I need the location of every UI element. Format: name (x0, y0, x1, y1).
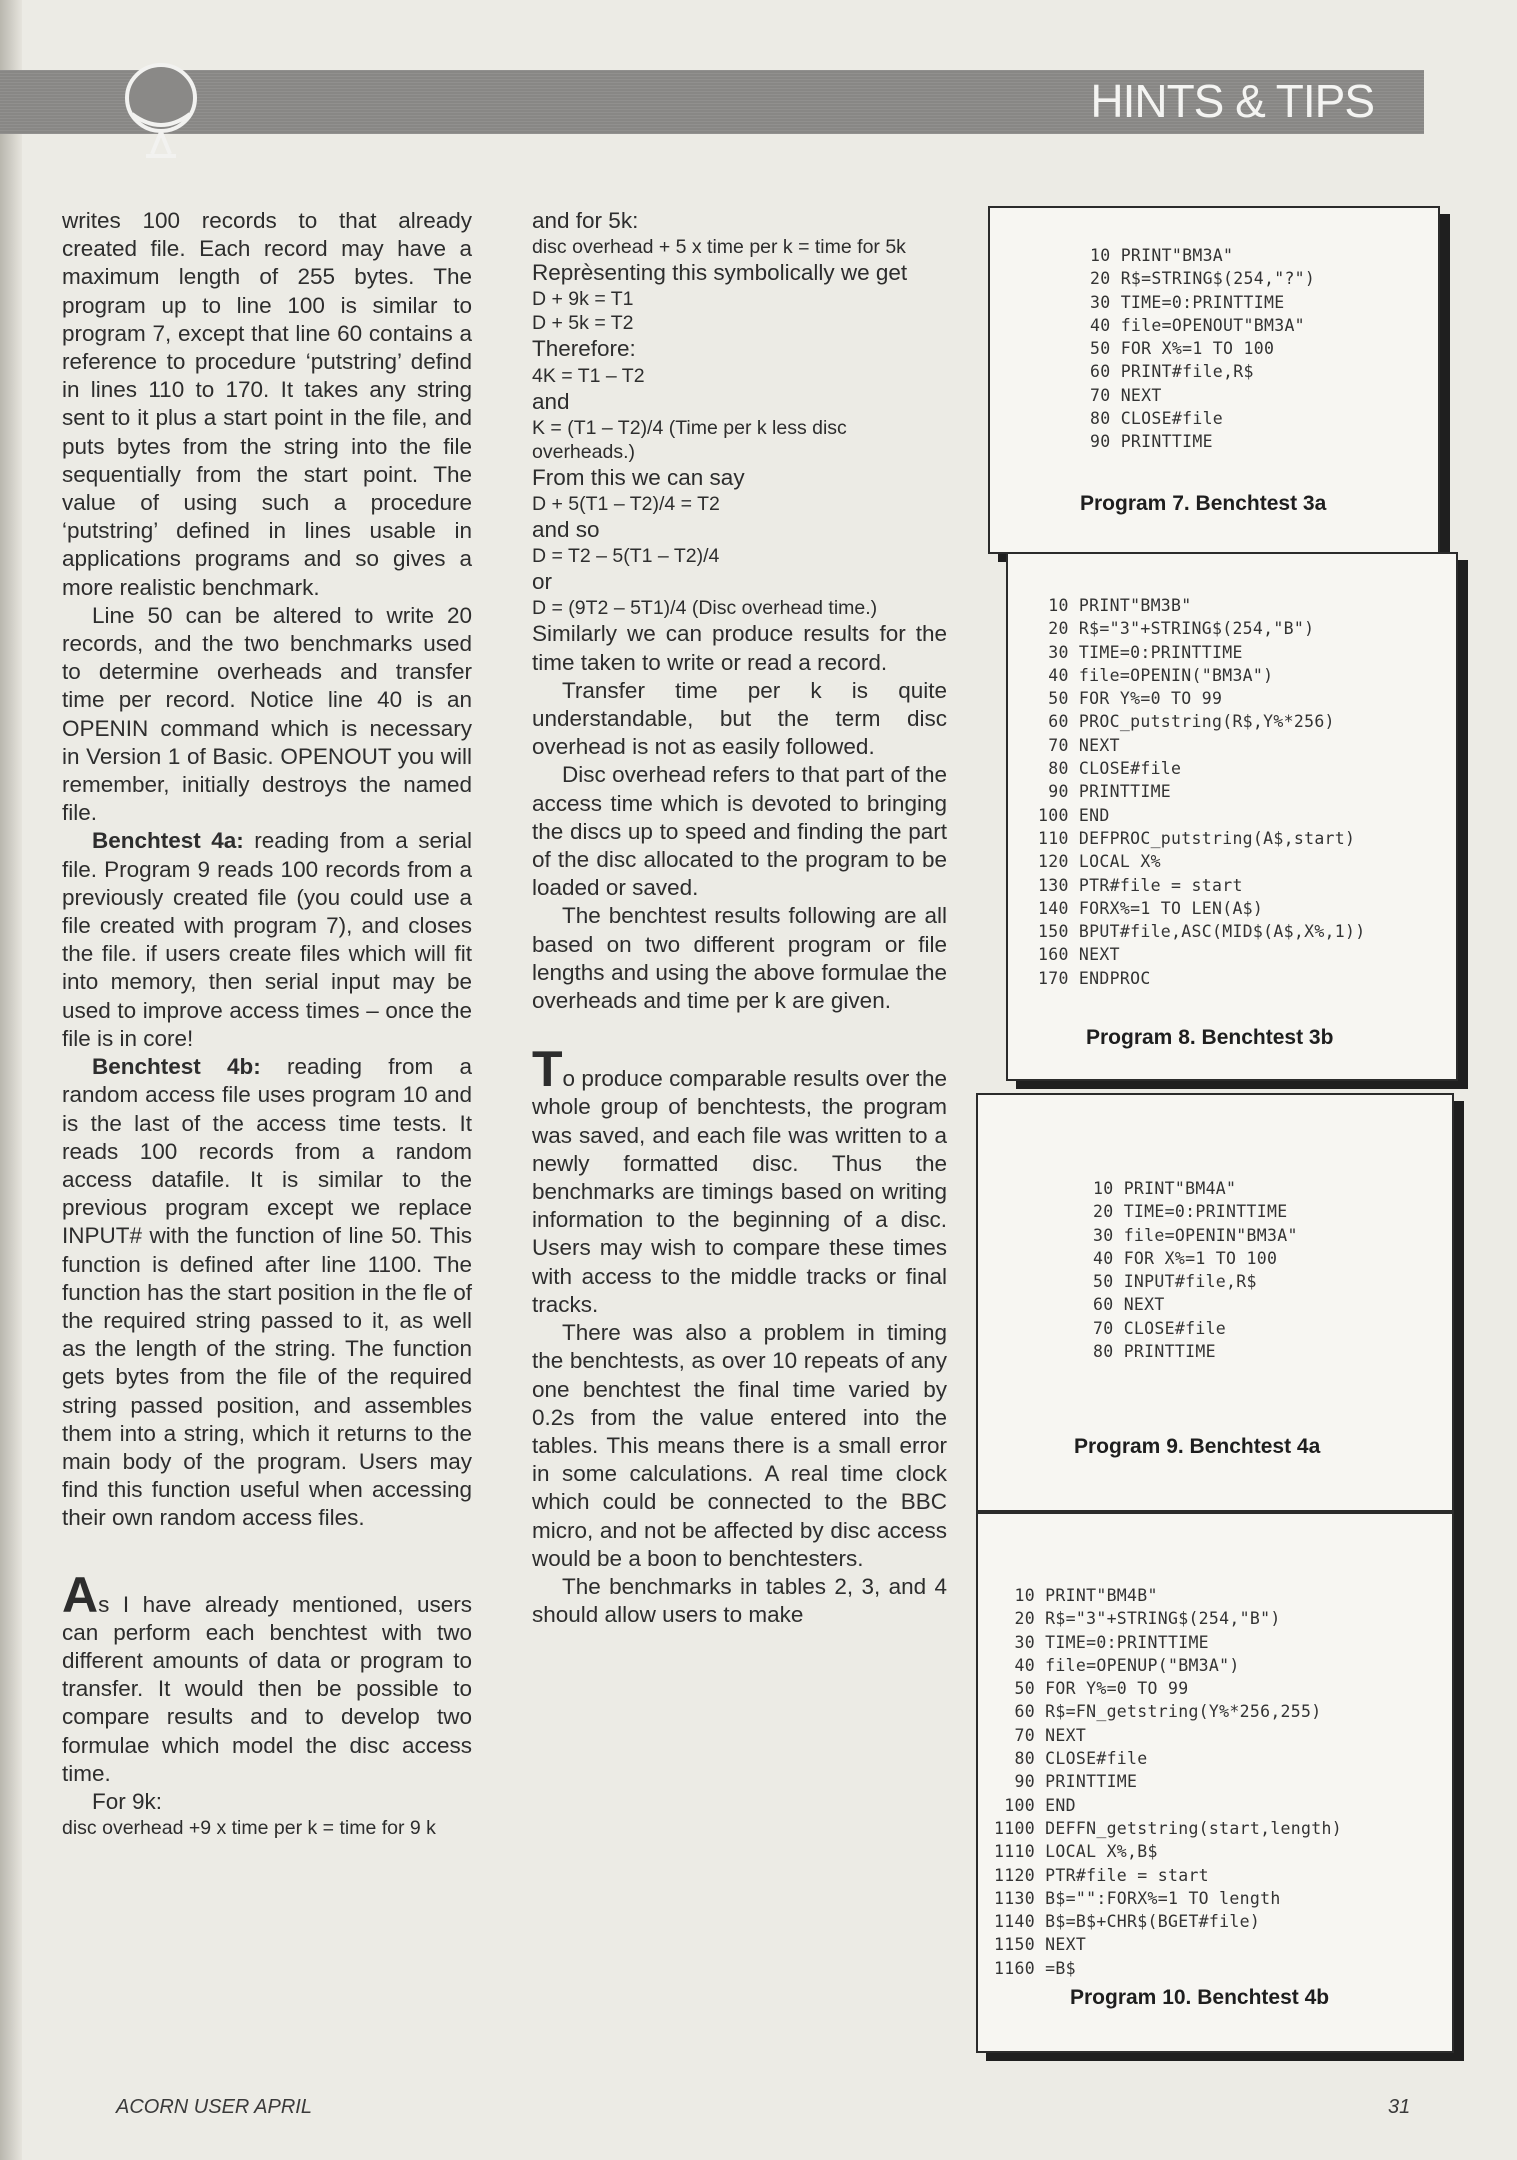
paragraph: Transfer time per k is quite understandable, but the term disc overhead is not as easily followed. (532, 677, 947, 760)
formula: 4K = T1 – T2 (532, 364, 645, 387)
listing-caption: Program 8. Benchtest 3b (1086, 1026, 1334, 1049)
drop-cap: T (532, 1041, 563, 1098)
paragraph: The benchmarks in tables 2, 3, and 4 should allow users to make (532, 1573, 947, 1628)
subheading: Benchtest 4b: (92, 1054, 261, 1080)
paragraph: and for 5k: (532, 208, 639, 233)
listing-caption: Program 7. Benchtest 3a (1080, 492, 1327, 515)
paragraph-text: reading from a random access file uses program 10 and is the last of the access time tests. It reads 100 records from a random access datafile. It is similar to the previous program except we replace INPUT# with the function of line 50. This function is defined after line 1100. The function has the start position in the fle of the required string passed to it, as well as the length of the string. The function gets bytes from the file of the required string passed position, and assembles them into a string, which it returns to the main body of the program. Users may find this function useful when accessing their own random access files. (62, 1054, 472, 1531)
paragraph: or (532, 569, 553, 595)
paragraph (62, 827, 472, 1053)
code-listing: 10 PRINT"BM4B" 20 R$="3"+STRING$(254,"B") 30 TIME=0:PRINTTIME 40 file=OPENUP("BM3A") 50 FOR Y%=0 TO 99 60 R$=FN_getstring(Y%*256,255) 70 NEXT 80 CLOSE#file 90 PRINTTIME 100 END 1100 DEFFN_getstring(start,length) 1110 LOCAL X%,B$ 1120 PTR#file = start 1130 B$="":FORX%=1 TO length 1140 B$=B$+CHR$(BGET#file) 1150 NEXT 1160 =B$ (994, 1586, 1342, 1978)
paragraph: Reprèsenting this symbolically we get (532, 260, 908, 286)
program-7-listing (988, 206, 1440, 554)
paragraph: The benchtest results following are all based on two different program or file lengths and using the above formulae the overheads and time per k are given. (532, 903, 947, 1014)
formula: K = (T1 – T2)/4 (Time per k less disc overheads.) (532, 416, 847, 463)
paragraph: Therefore: (532, 336, 636, 362)
footer-publication: ACORN USER APRIL (116, 2096, 312, 2118)
article-column-2 (532, 207, 947, 1629)
formula: D + 9k = T1 (532, 288, 634, 311)
article-column-1 (62, 207, 472, 1840)
section-title: HINTS & TIPS (1090, 75, 1374, 127)
paragraph: Disc overhead refers to that part of the access time which is devoted to bringing the discs up to speed and finding the part of the disc allocated to the program to be loaded or saved. (532, 762, 947, 901)
paragraph: There was also a problem in timing the benchtests, as over 10 repeats of any one benchtest the final time varied by 0.2s from the value entered into the tables. This means there is a small error in some calculations. A real time clock which could be connected to the BBC micro, and not be affected by disc access would be a boon to benchtesters. (532, 1320, 947, 1571)
page-spine (0, 0, 22, 2160)
listing-caption: Program 10. Benchtest 4b (1070, 1986, 1330, 2009)
formula: D = T2 – 5(T1 – T2)/4 (532, 545, 720, 568)
formula: disc overhead + 5 x time per k = time for 5k (532, 236, 906, 259)
section-banner (0, 70, 1424, 134)
paragraph (62, 1566, 472, 1788)
code-listing: 10 PRINT"BM3A" 20 R$=STRING$(254,"?") 30 TIME=0:PRINTTIME 40 file=OPENOUT"BM3A" 50 FOR X%=1 TO 100 60 PRINT#file,R$ 70 NEXT 80 CLOSE#file 90 PRINTTIME (1090, 246, 1316, 452)
program-10-listing (976, 1512, 1454, 2053)
code-listing: 10 PRINT"BM4A" 20 TIME=0:PRINTTIME 30 file=OPENIN"BM3A" 40 FOR X%=1 TO 100 50 INPUT#file,R$ 60 NEXT 70 CLOSE#file 80 PRINTTIME (1093, 1179, 1298, 1362)
page-number: 31 (1388, 2096, 1411, 2118)
paragraph: Similarly we can produce results for the time taken to write or read a record. (532, 621, 947, 675)
formula: D = (9T2 – 5T1)/4 (Disc overhead time.) (532, 597, 878, 620)
drop-cap: A (62, 1566, 99, 1623)
paragraph: and (532, 388, 570, 414)
program-8-listing (1006, 552, 1458, 1081)
program-9-listing (976, 1093, 1454, 1512)
formula: D + 5k = T2 (532, 312, 634, 335)
paragraph (532, 1041, 947, 1319)
paragraph-text: o produce comparable results over the whole group of benchtests, the program was saved, and each file was written to a newly formatted disc. Thus the benchmarks are timings based on writing information to the beginning of a disc. Users may wish to compare these times with access to the middle tracks or final tracks. (532, 1066, 947, 1317)
subheading: Benchtest 4a: (92, 828, 244, 854)
question-mark-logo-icon (122, 62, 200, 160)
formula: disc overhead +9 x time per k = time for 9 k (62, 1817, 436, 1840)
paragraph-text: reading from a serial file. Program 9 reads 100 records from a previously created file (you could use a file created with program 7), and closes the file. if users create files which will fit into memory, then serial input may be used to improve access times – once the file is in core! (62, 828, 472, 1051)
listing-caption: Program 9. Benchtest 4a (1074, 1435, 1321, 1458)
paragraph (62, 1053, 472, 1532)
paragraph: writes 100 records to that already created file. Each record may have a maximum length of 255 bytes. The program up to line 100 is similar to program 7, except that line 60 contains a reference to procedure ‘putstring’ defind in lines 110 to 170. It takes any string sent to it plus a start point in the file, and puts bytes from the string into the file sequentially from the start point. The value of using such a procedure ‘putstring’ defined in lines usable in applications programs and so gives a more realistic benchmark. (62, 208, 472, 600)
formula: D + 5(T1 – T2)/4 = T2 (532, 493, 720, 516)
code-listing: 10 PRINT"BM3B" 20 R$="3"+STRING$(254,"B") 30 TIME=0:PRINTTIME 40 file=OPENIN("BM3A") 50 FOR Y%=0 TO 99 60 PROC_putstring(R$,Y%*256) 70 NEXT 80 CLOSE#file 90 PRINTTIME 100 END 110 DEFPROC_putstring(A$,start) 120 LOCAL X% 130 PTR#file = start 140 FORX%=1 TO LEN(A$) 150 BPUT#file,ASC(MID$(A$,X%,1)) 160 NEXT 170 ENDPROC (1038, 596, 1366, 988)
paragraph: For 9k: (92, 1788, 163, 1814)
paragraph: From this we can say (532, 464, 745, 490)
paragraph: Line 50 can be altered to write 20 records, and the two benchmarks used to determine overheads and transfer time per record. Notice line 40 is an OPENIN command which is necessary in Version 1 of Basic. OPENOUT you will remember, initially destroys the named file. (62, 602, 472, 826)
paragraph: and so (532, 517, 600, 543)
paragraph-text: s I have already mentioned, users can perform each benchtest with two different amounts of data or program to transfer. It would then be possible to compare results and to develop two formulae which model the disc access time. (62, 1591, 472, 1786)
